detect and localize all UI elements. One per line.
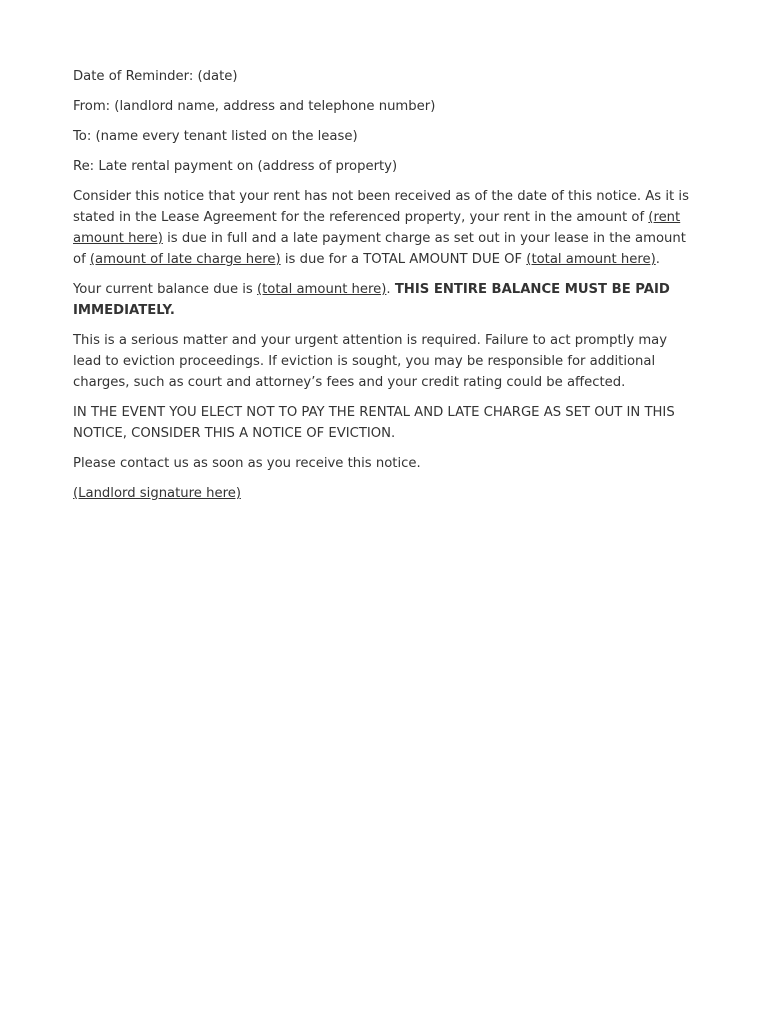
contact-paragraph: Please contact us as soon as you receive this notice. [73,456,421,471]
notice-text-4: . [655,252,660,267]
notice-text-2: is due in full and a late payment charge as set out in your lease in the amount of [73,231,686,267]
signature-line [73,483,691,504]
total-amount-placeholder: (total amount here) [526,252,656,267]
from-line: From: (landlord name, address and telephone number) [73,99,436,114]
balance-total-placeholder: (total amount here) [256,282,387,297]
balance-text-2: . [386,282,395,297]
late-charge-placeholder: (amount of late charge here) [89,252,281,267]
balance-paragraph [73,279,691,321]
date-line: Date of Reminder: (date) [73,69,238,84]
balance-warning: THIS ENTIRE BALANCE MUST BE PAID IMMEDIATELY. [73,282,670,318]
notice-text-3: is due for a TOTAL AMOUNT DUE OF [280,252,527,267]
notice-text-1: Consider this notice that your rent has not been received as of the date of this notice. As it is stated in the Lease Agreement for the referenced property, your rent in the amount of [73,189,689,225]
letter-document [73,66,691,513]
notice-paragraph [73,186,691,270]
to-line: To: (name every tenant listed on the lease) [73,129,358,144]
eviction-notice-paragraph: IN THE EVENT YOU ELECT NOT TO PAY THE RENTAL AND LATE CHARGE AS SET OUT IN THIS NOTICE, CONSIDER THIS A NOTICE OF EVICTION. [73,405,675,441]
re-line: Re: Late rental payment on (address of property) [73,159,398,174]
signature-placeholder: (Landlord signature here) [73,486,241,501]
balance-text-1: Your current balance due is [73,282,257,297]
serious-matter-paragraph: This is a serious matter and your urgent attention is required. Failure to act promptly may lead to eviction proceedings. If eviction is sought, you may be responsible for additional charges, such as court and attorney’s fees and your credit rating could be affected. [73,333,668,390]
rent-amount-placeholder: (rent amount here) [73,210,681,246]
